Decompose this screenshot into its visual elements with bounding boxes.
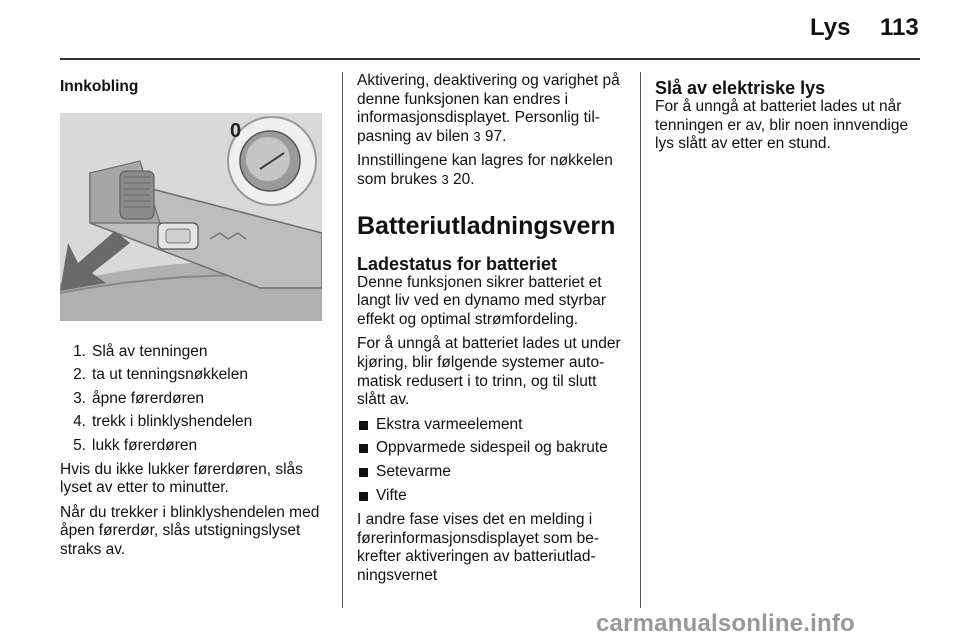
list-item: 5. lukk førerdøren [73,436,198,454]
stalk-lever-illustration [60,113,322,321]
paragraph: Når du trekker i blinklyshendelen med åpen førerdør, slås utstigningslyset straks av. [60,503,320,558]
bullet-square-icon [359,468,368,477]
list-item: Oppvarmede sidespeil og bakrute [357,439,629,458]
bullet-square-icon [359,492,368,501]
column-divider [640,72,641,608]
bullet-square-icon [359,421,368,430]
paragraph: For å unngå at batteriet lades ut under kjøring, blir følgende systemer auto-matisk redusert i to trinn, og til slutt slått av. [357,335,621,409]
paragraph: Hvis du ikke lukker førerdøren, slås lyset av etter to minutter. [60,460,303,497]
header-divider [60,58,920,60]
list-item: 4. trekk i blinklyshendelen [73,413,253,431]
subsection-heading: Ladestatus for batteriet [357,253,558,274]
xref-arrow-icon: 3 [473,128,481,144]
bullet-square-icon [359,444,368,453]
section-title: Lys [810,14,851,41]
list-item: 2. ta ut tenningsnøkkelen [73,366,248,384]
paragraph: Denne funksjonen sikrer batteriet et langt liv ved en dynamo med styrbar effekt og optimal strømfordeling. [357,273,606,328]
column-divider [342,72,343,608]
list-item: Ekstra varmeelement [357,416,629,435]
paragraph: Aktivering, deaktivering og varighet på denne funksjonen kan endres i informasjonsdisplayet. Personlig til-pasning av bilen 3 97. [357,72,620,145]
ring-label: 0 [230,119,242,142]
list-item: 1. Slå av tenningen [73,342,208,360]
steps-list [60,343,328,456]
column-left [60,72,328,566]
bullet-list [357,416,629,505]
paragraph: For å unngå at batteriet lades ut når tenningen er av, blir noen innvendige lys slått av etter en stund. [655,98,909,153]
xref-link[interactable]: 20. [452,170,475,188]
page-number: 113 [880,14,919,41]
list-item: Setevarme [357,463,629,482]
watermark: carmanualsonline.info [596,610,855,637]
paragraph: Innstillingene kan lagres for nøkkelen som brukes 3 20. [357,152,613,188]
column-right [655,72,923,160]
xref-link[interactable]: 97. [484,127,507,145]
column-middle [357,72,629,591]
section-heading: Slå av elektriske lys [655,78,826,98]
paragraph: I andre fase vises det en melding i førerinformasjonsdisplayet som be-krefter aktiveringen av batteriutlad-ningsvernet [357,511,600,584]
list-item: Vifte [357,487,629,506]
section-heading: Batteriutladningsvern [357,211,616,240]
xref-arrow-icon: 3 [441,171,449,187]
list-item: 3. åpne førerdøren [73,389,204,407]
subheading-innkobling: Innkobling [60,78,139,95]
